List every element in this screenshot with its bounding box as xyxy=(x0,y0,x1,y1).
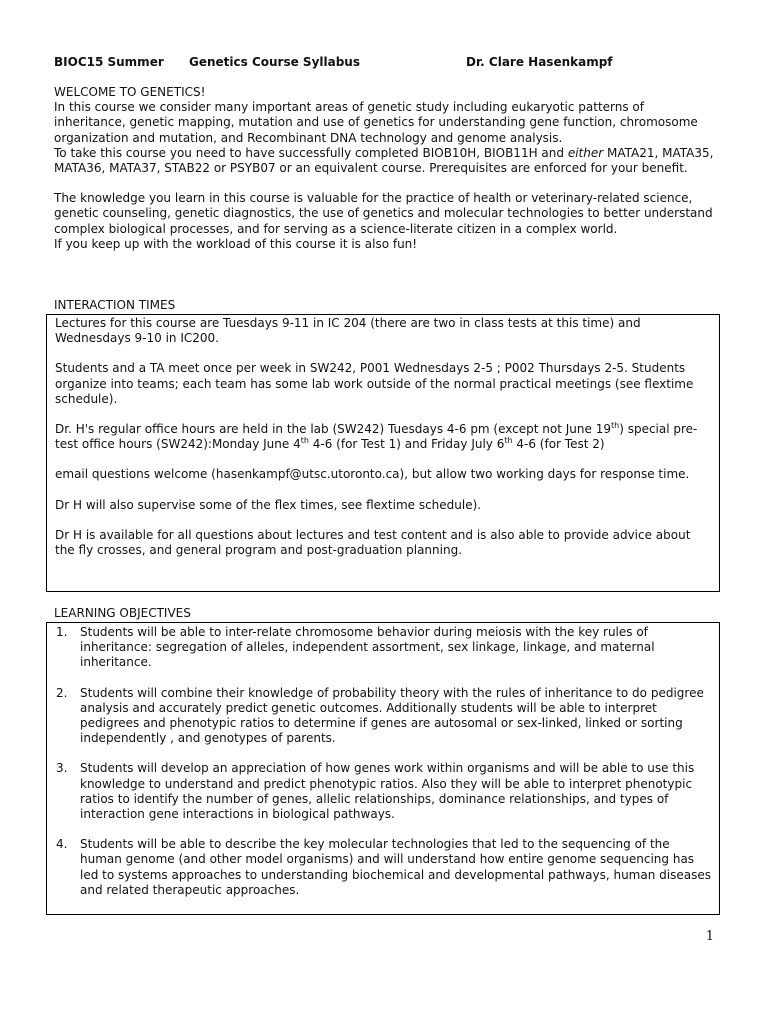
list-item: 2. Students will combine their knowledge of probability theory with the rules of inheritance to do pedigree analysis and accurately predict genetic outcomes. Additionally students will be able to interpret pedigrees and phenotypic ratios to determine if genes are autosomal or sex-linked, linked or sorting independently , and genotypes of parents. xyxy=(56,685,704,746)
objectives-list xyxy=(55,625,711,898)
email-info: email questions welcome (hasenkampf@utsc.utoronto.ca), but allow two working days for response time. xyxy=(55,467,690,482)
office-hours-info: Dr. H's regular office hours are held in the lab (SW242) Tuesdays 4-6 pm (except not June 19th) special pre-test office hours (SW242):Monday June 4th 4-6 (for Test 1) and Friday July 6th 4-6 (for Test 2) xyxy=(55,421,698,452)
flex-info: Dr H will also supervise some of the flex times, see flextime schedule). xyxy=(55,497,482,512)
lectures-info: Lectures for this course are Tuesdays 9-11 in IC 204 (there are two in class tests at this time) and Wednesdays 9-10 in IC200. xyxy=(55,316,641,346)
course-overview: In this course we consider many important areas of genetic study including eukaryotic patterns of inheritance, genetic mapping, mutation and use of genetics for understanding gene function, chromosome organization and mutation, and Recombinant DNA technology and genome analysis. xyxy=(54,100,698,145)
list-item: 4. Students will be able to describe the key molecular technologies that led to the sequencing of the human genome (and other model organisms) and will understand how entire genome sequencing has led to systems approaches to understanding biochemical and developmental pathways, human diseases and related therapeutic approaches. xyxy=(56,837,711,897)
intro-section xyxy=(54,85,719,252)
prerequisites: To take this course you need to have successfully completed BIOB10H, BIOB11H and either MATA21, MATA35, MATA36, MATA37, STAB22 or PSYB07 or an equivalent course. Prerequisites are enforced for your benefit. xyxy=(54,145,714,176)
objectives-heading: LEARNING OBJECTIVES xyxy=(54,606,191,620)
document-header xyxy=(54,55,734,71)
interaction-heading: INTERACTION TIMES xyxy=(54,298,176,312)
instructor-name: Dr. Clare Hasenkampf xyxy=(466,55,613,69)
availability-info: Dr H is available for all questions about lectures and test content and is also able to provide advice about the fly crosses, and general program and post-graduation planning. xyxy=(55,527,691,558)
practicals-info: Students and a TA meet once per week in SW242, P001 Wednesdays 2-5 ; P002 Thursdays 2-5. Students organize into teams; each team has some lab work outside of the normal practical meetings (see flextime schedule). xyxy=(55,361,694,406)
interaction-box xyxy=(46,314,720,592)
objectives-box xyxy=(46,622,720,915)
document-title: Genetics Course Syllabus xyxy=(189,55,360,69)
course-value: The knowledge you learn in this course is valuable for the practice of health or veterinary-related science, genetic counseling, genetic diagnostics, the use of genetics and molecular technologies to better understand complex biological processes, and for serving as a science-literate citizen in a complex world. xyxy=(54,191,713,236)
list-item: 3. Students will develop an appreciation of how genes work within organisms and will be able to use this knowledge to understand and predict phenotypic ratios. Also they will be able to interpret phenotypic ratios to identify the number of genes, allelic relationships, dominance relationships, and types of interaction gene interactions in biological pathways. xyxy=(56,761,695,822)
fun-note: If you keep up with the workload of this course it is also fun! xyxy=(54,236,418,251)
page-number: 1 xyxy=(705,929,714,944)
list-item: 1. Students will be able to inter-relate chromosome behavior during meiosis with the key rules of inheritance: segregation of alleles, independent assortment, sex linkage, linkage, and maternal inheritance. xyxy=(56,625,655,670)
welcome-heading: WELCOME TO GENETICS! xyxy=(54,85,206,99)
course-code: BIOC15 Summer xyxy=(54,55,164,69)
